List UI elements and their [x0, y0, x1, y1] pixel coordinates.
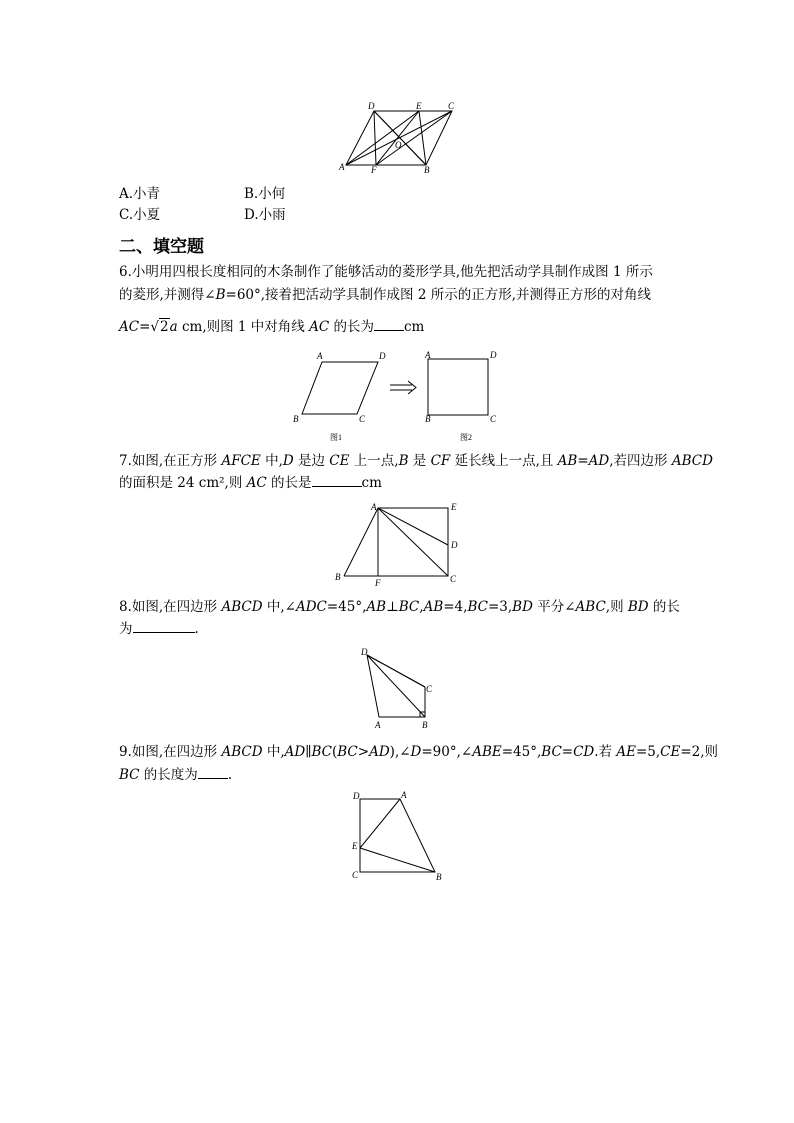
q7-line2: 的面积是 24 cm²,则 AC 的长是 cm: [119, 472, 382, 493]
q5-label-c: C: [448, 101, 455, 111]
q7-figure: [330, 500, 465, 590]
q5-option-d: D.小雨: [244, 207, 286, 223]
q9-label-e: E: [352, 841, 358, 851]
fig2-label-a: A: [425, 350, 431, 360]
fig1-caption: 图1: [330, 433, 342, 442]
q5-label-d: D: [368, 101, 375, 111]
square-fig2: [428, 359, 488, 415]
q7-label-d: D: [451, 540, 458, 550]
q5-label-b: B: [424, 165, 430, 175]
q7-line1: 7.如图,在正方形 AFCE 中,D 是边 CE 上一点,B 是 CF 延长线上一点,且 AB=AD,若四边形 ABCD: [119, 453, 713, 469]
fig2-label-c: C: [490, 414, 497, 424]
q8-line1: 8.如图,在四边形 ABCD 中,∠ADC=45°,AB⊥BC,AB=4,BC=3,BD 平分∠ABC,则 BD 的长: [119, 599, 680, 615]
q9-line1: 9.如图,在四边形 ABCD 中,AD∥BC(BC>AD),∠D=90°,∠ABE=45°,BC=CD.若 AE=5,CE=2,则: [119, 744, 719, 760]
q6-line3: AC=√2a cm,则图 1 中对角线 AC 的长为 cm: [119, 316, 424, 337]
q7-label-c: C: [450, 574, 457, 584]
q6-line1: 6.小明用四根长度相同的木条制作了能够活动的菱形学具,他先把活动学具制作成图 1 所示: [119, 264, 653, 280]
q5-label-f: F: [371, 165, 377, 175]
fig1-label-b: B: [293, 414, 299, 424]
q9-label-a: A: [401, 790, 407, 800]
q8-answer-blank[interactable]: [133, 618, 195, 633]
q9-line2: BC 的长度为 .: [119, 764, 232, 785]
q8-label-a: A: [375, 720, 381, 730]
q8-figure: [355, 645, 440, 730]
q7-answer-blank[interactable]: [312, 472, 362, 487]
fig2-caption: 图2: [460, 433, 472, 442]
q5-option-a: A.小青: [119, 186, 161, 202]
fig2-label-d: D: [490, 350, 497, 360]
q9-label-c: C: [352, 870, 359, 880]
q6-answer-blank[interactable]: [374, 316, 404, 331]
q7-label-b: B: [335, 572, 341, 582]
sqrt-symbol: √2: [150, 319, 169, 335]
q7-label-a: A: [371, 502, 377, 512]
q5-option-c: C.小夏: [119, 207, 161, 223]
q7-label-f: F: [375, 578, 381, 588]
fig1-label-d: D: [379, 351, 386, 361]
q8-label-d: D: [361, 647, 368, 657]
q9-label-d: D: [353, 791, 360, 801]
q5-figure: [336, 100, 466, 175]
q5-label-o: O: [395, 140, 402, 150]
q5-option-b: B.小何: [244, 186, 286, 202]
quadrilateral-abcd: [360, 799, 435, 872]
section-title: 二、填空题: [119, 237, 204, 257]
q6-figures: [290, 350, 505, 445]
fig1-label-a: A: [317, 351, 323, 361]
q5-label-e: E: [416, 101, 422, 111]
fig2-label-b: B: [425, 414, 431, 424]
q8-line2: 为 .: [119, 618, 199, 639]
rhombus-fig1: [302, 362, 378, 414]
q5-label-a: A: [339, 162, 345, 172]
q9-answer-blank[interactable]: [198, 764, 228, 779]
q8-label-b: B: [422, 720, 428, 730]
q6-line2: 的菱形,并测得∠B=60°,接着把活动学具制作成图 2 所示的正方形,并测得正方形的对角线: [119, 287, 652, 303]
q9-figure: [345, 786, 455, 886]
q9-label-b: B: [436, 872, 442, 882]
q8-label-c: C: [426, 684, 433, 694]
q7-label-e: E: [451, 502, 457, 512]
fig1-label-c: C: [359, 414, 366, 424]
